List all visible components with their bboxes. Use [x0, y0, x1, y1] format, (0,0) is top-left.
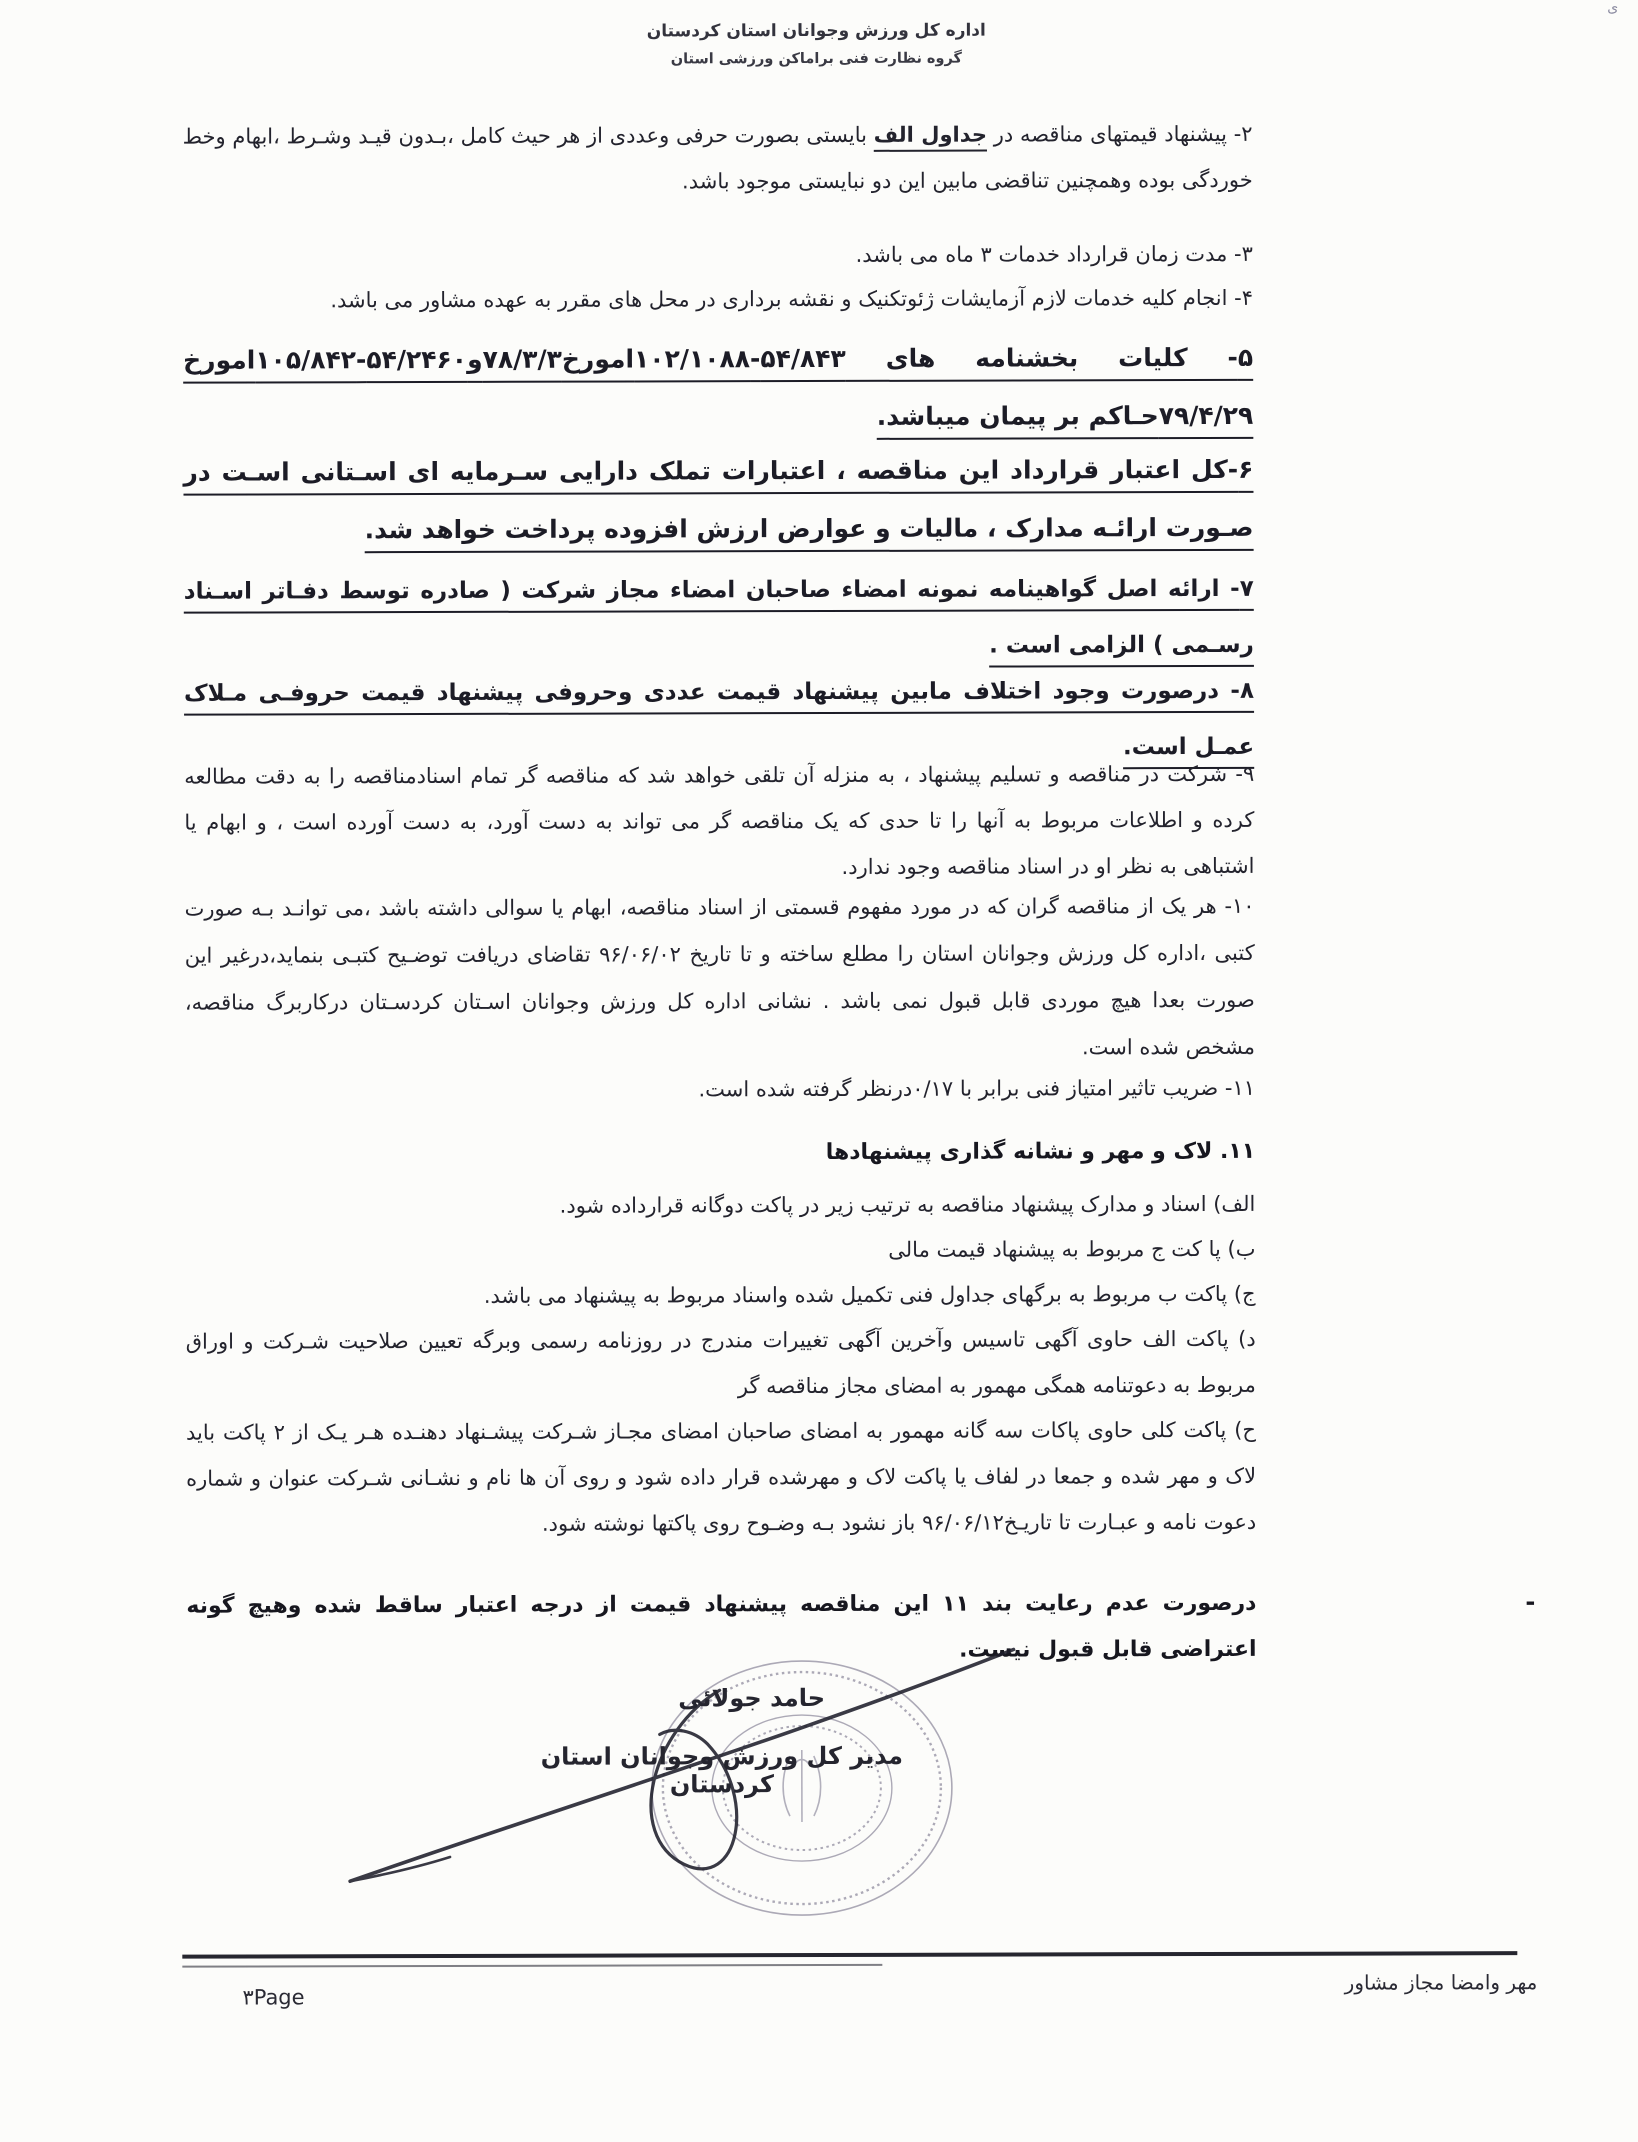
- pen-corner-mark: ى: [1607, 0, 1619, 16]
- clause-2: [182, 111, 1252, 206]
- sealing-item-jim: ج) پاکت ب مربوط به برگهای جداول فنی تکمیل شده واسناد مربوط به پیشنهاد می باشد.: [483, 1281, 1256, 1308]
- clause-6: ۶-کل اعتبار قرارداد این مناقصه ، اعتبارات تملک دارایی سـرمایه ای اسـتانی اسـت در صـورت ارائـه مدارک ، مالیات و عوارض ارزش افزوده پرداخت خواهد شد.: [183, 454, 1254, 545]
- clause-2-emphasis: جداول الف: [873, 122, 987, 147]
- org-name: اداره کل ورزش وجوانان استان کردستان: [646, 20, 986, 42]
- dept-name: گروه نظارت فنی براماکن ورزشی استان: [670, 50, 962, 68]
- signatory-title: مدیر کل ورزش وجوانان استان کردستان: [540, 1741, 903, 1799]
- sealing-item-he: ح) پاکت کلی حاوی پاکات سه گانه مهمور به امضای صاحبان امضای مجـاز شـرکت پیشـنهاد دهنـده هـر یـک از ۲ پاکت باید لاک و مهر شده و جمعا در لفاف یا پاکت لاک و مهرشده قرار داده شود و روی آن ها نام و نشـانی شـرکت عنوان و شماره دعوت نامه و عبـارت تا تاریـخ۹۶/۰۶/۱۲ باز نشود بـه وضـوح روی پاکتها نوشته شود.: [185, 1417, 1257, 1536]
- clause-9: ۹- شرکت در مناقصه و تسلیم پیشنهاد ، به منزله آن تلقی خواهد شد که مناقصه گر تمام اسنادمناقصه را به دقت مطالعه کرده و اطلاعات مربوط به آنها را تا حدی که یک مناقصه گر می تواند به دست آورد، به دست آورده است ، و ابهام یا اشتباهی به نظر او در اسناد مناقصه وجود ندارد.: [184, 761, 1255, 879]
- clause-7: ۷- ارائه اصل گواهینامه نمونه امضاء صاحبان امضاء مجاز شرکت ( صادره توسط دفـاتر اسـناد رسـمی ) الزامی است .: [183, 575, 1254, 659]
- sealing-section-heading: ۱۱. لاک و مهر و نشانه گذاری پیشنهادها: [825, 1138, 1256, 1165]
- clause-8: ۸- درصورت وجود اختلاف مابین پیشنهاد قیمت عددی وحروفی پیشنهاد قیمت حروفـی مـلاک عمـل است.: [183, 677, 1255, 761]
- clause-3: ۳- مدت زمان قرارداد خدمات ۳ ماه می باشد.: [855, 241, 1253, 267]
- warning-note: درصورت عدم رعایت بند ۱۱ این مناقصه پیشنهاد قیمت از درجه اعتبار ساقط شده وهیچ گونه اعتراضی قابل قبول نیست.: [186, 1590, 1257, 1663]
- document-header: [0, 14, 1635, 74]
- footer-rule: [182, 1951, 1517, 1958]
- clause-10: ۱۰- هر یک از مناقصه گران که در مورد مفهوم قسمتی از اسناد مناقصه، ابهام یا سوالی داشته باشد ،می توانـد بـه صورت کتبی ،اداره کل ورزش وجوانان استان را مطلع ساخته و تا تاریخ ۹۶/۰۶/۰۲ تقاضای دریافت توضـیح کتبـی بنماید،درغیر این صورت بعدا هیچ موردی قابل قبول نمی باشد . نشانی اداره کل ورزش وجوانان اسـتان کردسـتان درکاربرگ مناقصه، مشخص شده است.: [184, 893, 1255, 1060]
- sealing-item-be: ب) پا کت ج مربوط به پیشنهاد قیمت مالی: [888, 1236, 1256, 1262]
- footer-page-number: ۳Page: [242, 1985, 305, 2010]
- footer-rule-thin: [182, 1964, 882, 1968]
- footer-consultant-label: مهر وامضا مجاز مشاور: [1344, 1970, 1538, 1995]
- note-dash: -: [1525, 1588, 1536, 1617]
- signatory-name: حامد جولائی: [678, 1683, 826, 1713]
- clause-2-pre: ۲- پیشنهاد قیمتهای مناقصه در: [986, 121, 1253, 147]
- clause-4: ۴- انجام کلیه خدمات لازم آزمایشات ژئوتکنیک و نقشه برداری در محل های مقرر به عهده مشاور می باشد.: [330, 285, 1254, 313]
- sealing-item-dal: د) پاکت الف حاوی آگهی تاسیس وآخرین آگهی تغییرات مندرج در روزنامه رسمی وبرگه تعیین صلاحیت شـرکت و اوراق مربوط به دعوتنامه همگی مهمور به امضای مجاز مناقصه گر: [185, 1326, 1256, 1399]
- clause-2-post: بایستی بصورت حرفی وعددی از هر حیث کامل ،بـدون قیـد وشـرط ،ابهام وخط خوردگی بوده وهمچنین تناقضی مابین این دو نبایستی موجود باشد.: [182, 122, 1253, 194]
- clause-5: ۵- کلیات بخشنامه های ۵۴/۸۴۳-۱۰۲/۱۰۸۸امورخ۷۸/۳/۳و۵۴/۲۴۶۰-۱۰۵/۸۴۲امورخ ۷۹/۴/۲۹حـاکم بر پیمان میباشد.: [183, 342, 1254, 431]
- clause-11: ۱۱- ضریب تاثیر امتیاز فنی برابر با ۰/۱۷درنظر گرفته شده است.: [698, 1075, 1256, 1102]
- sealing-item-alef: الف) اسناد و مدارک پیشنهاد مناقصه به ترتیب زیر در پاکت دوگانه قرارداده شود.: [559, 1191, 1256, 1218]
